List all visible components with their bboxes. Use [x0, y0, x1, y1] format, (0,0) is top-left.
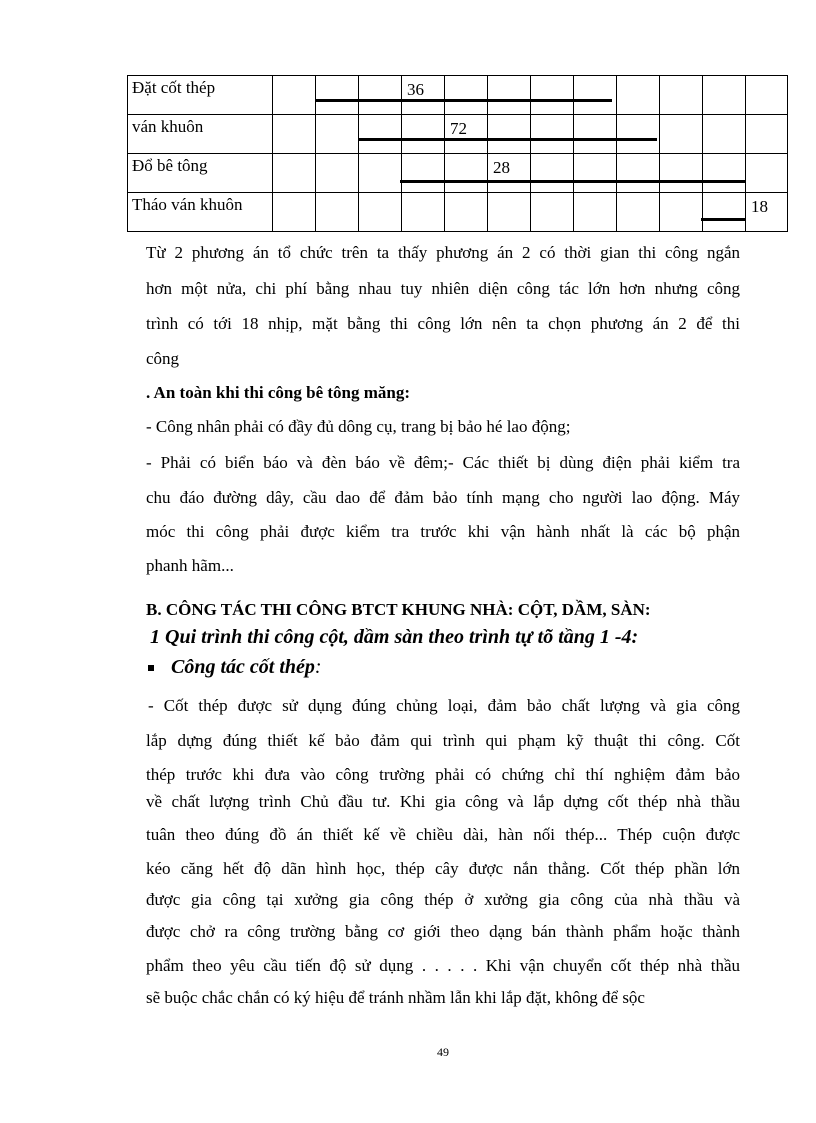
paragraph-line: lắp dựng đúng thiết kế bảo đảm qui trình qui phạm kỹ thuật thi công. Cốt — [146, 731, 740, 750]
paragraph-line: - Công nhân phải có đầy đủ dông cụ, trang bị bảo hé lao động; — [146, 417, 571, 436]
subsection-heading: 1 Qui trình thi công cột, dầm sàn theo trình tự tõ tầng 1 -4: — [150, 626, 639, 648]
paragraph-line: chu đáo đường dây, cầu dao để đảm bảo tính mạng cho người lao động. Máy — [146, 488, 740, 507]
paragraph-line: về chất lượng trình Chủ đầu tư. Khi gia công và lắp dựng cốt thép nhà thầu — [146, 792, 740, 811]
paragraph-line: - Cốt thép được sử dụng đúng chủng loại, đảm bảo chất lượng và gia công — [148, 696, 740, 715]
task-label: Đổ bê tông — [128, 154, 273, 193]
task-label: ván khuôn — [128, 115, 273, 154]
paragraph-line: công — [146, 349, 180, 368]
paragraph-line: được chở ra công trường bằng cơ giới theo dạng bán thành phẩm hoặc thành — [146, 922, 740, 941]
paragraph-line: - Phải có biển báo và đèn báo về đêm;- Các thiết bị dùng điện phải kiểm tra — [146, 453, 740, 472]
bullet-square-icon — [148, 665, 154, 671]
schedule-row — [128, 115, 788, 154]
paragraph-line: phanh hãm... — [146, 556, 234, 575]
paragraph-line: kéo căng hết độ dãn hình học, thép cây được nắn thẳng. Cốt thép phần lớn — [146, 859, 740, 878]
paragraph-line: phẩm theo yêu cầu tiến độ sử dụng . . . . . Khi vận chuyển cốt thép nhà thầu — [146, 956, 740, 975]
paragraph-line: thép trước khi đưa vào công trường phải có chứng chỉ thí nghiệm đảm bảo — [146, 765, 740, 784]
schedule-row — [128, 193, 788, 232]
task-label: Tháo ván khuôn — [128, 193, 273, 232]
page-number: 49 — [437, 1045, 449, 1059]
duration-label: 28 — [488, 154, 531, 193]
paragraph-line: trình có tới 18 nhịp, mặt bằng thi công lớn nên ta chọn phương án 2 để thi — [146, 314, 740, 333]
safety-heading: . An toàn khi thi công bê tông măng: — [146, 383, 411, 402]
paragraph-line: được gia công tại xưởng gia công thép ở xưởng gia công của nhà thầu và — [146, 890, 740, 909]
paragraph-line: hơn một nửa, chi phí bằng nhau tuy nhiên diện công tác lớn hơn nhưng công — [146, 279, 740, 298]
task-label: Đặt cốt thép — [128, 76, 273, 115]
bullet-heading: Công tác cốt thép: — [171, 656, 322, 678]
duration-label: 36 — [402, 76, 445, 115]
paragraph-line: sẽ buộc chắc chắn có ký hiệu để tránh nhầm lẫn khi lắp đặt, không để sộc — [146, 988, 645, 1007]
schedule-row — [128, 76, 788, 115]
schedule-table — [127, 75, 788, 232]
paragraph-line: Từ 2 phương án tổ chức trên ta thấy phương án 2 có thời gian thi công ngắn — [146, 243, 740, 262]
duration-label: 72 — [445, 115, 488, 154]
duration-label: 18 — [746, 193, 788, 232]
schedule-row — [128, 154, 788, 193]
paragraph-line: móc thi công phải được kiểm tra trước khi vận hành nhất là các bộ phận — [146, 522, 740, 541]
schedule-bar — [701, 218, 746, 221]
paragraph-line: tuân theo đúng đồ án thiết kế về chiều dài, hàn nối thép... Thép cuộn được — [146, 825, 740, 844]
section-heading: B. CÔNG TÁC THI CÔNG BTCT KHUNG NHÀ: CỘT, DẦM, SÀN: — [146, 600, 651, 619]
